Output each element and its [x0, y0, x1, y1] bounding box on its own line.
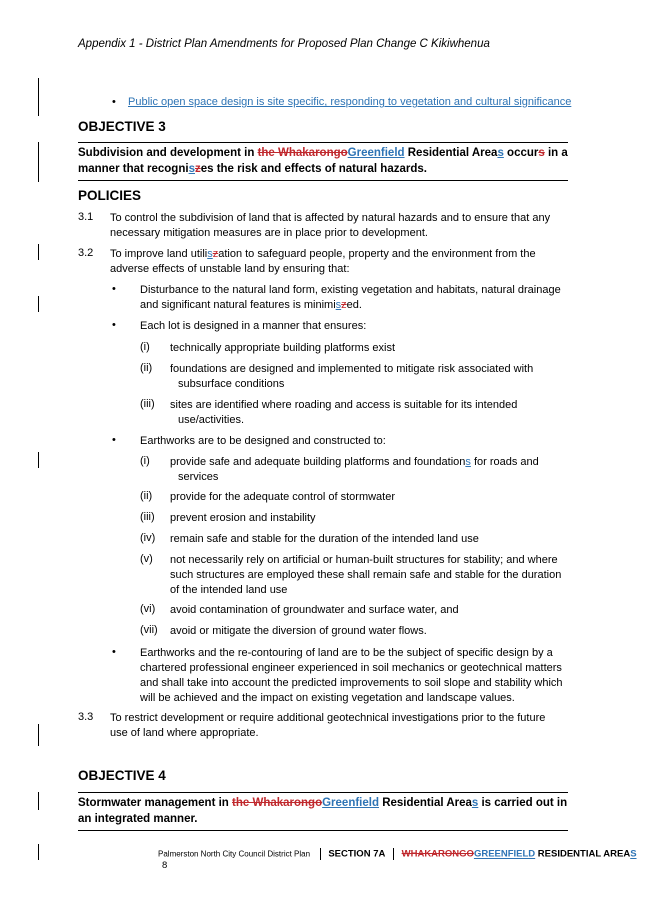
change-bar	[38, 142, 39, 182]
footer	[158, 848, 645, 871]
policy-number: 3.2	[78, 247, 94, 259]
inserted-text: S	[630, 848, 637, 860]
bullet-icon: •	[112, 96, 116, 108]
bullet-3: Earthworks are to be designed and constructed to:	[140, 435, 386, 447]
text: and significant natural features is minimi	[140, 299, 336, 311]
item-number: (v)	[140, 553, 153, 565]
deleted-text: the Whakarongo	[232, 797, 323, 809]
text: provide safe and adequate building platforms and foundation	[170, 456, 466, 468]
page-header: Appendix 1 - District Plan Amendments for Proposed Plan Change C Kikiwhenua	[78, 38, 490, 50]
deleted-text: WHAKARONGO	[401, 848, 474, 860]
text-line: Earthworks and the re-contouring of land are to be the subject of specific design by a	[140, 647, 553, 659]
bullet-4	[140, 646, 565, 706]
text: for roads and	[470, 456, 539, 468]
policy-3-3	[110, 711, 565, 741]
text: is carried out in an integrated manner.	[78, 797, 568, 825]
deleted-text: the Whakarongo	[257, 147, 348, 159]
text: RESIDENTIAL AREA	[535, 848, 631, 860]
inserted-text: Greenfield	[347, 147, 405, 159]
policy-3-1	[110, 211, 565, 241]
text: in a manner that recogni	[78, 147, 568, 175]
change-bar	[38, 844, 39, 860]
text-line: To restrict development or require additional geotechnical investigations prior to the future	[110, 712, 546, 724]
objective-3-heading: OBJECTIVE 3	[78, 119, 166, 134]
text-line: Disturbance to the natural land form, existing vegetation and habitats, natural drainage	[140, 284, 561, 296]
text: subsurface conditions	[178, 378, 285, 390]
footer-separator	[320, 848, 321, 860]
footer-section: SECTION 7A	[328, 848, 386, 860]
item-text: technically appropriate building platforms exist	[170, 342, 396, 354]
text-line: of the intended land use	[170, 584, 288, 596]
text-line: and shall take into account the predicted improvements to soil slope and stability which	[140, 677, 563, 689]
deleted-text: z	[341, 299, 347, 311]
text: Residential Area	[379, 797, 472, 809]
item-text	[170, 362, 565, 392]
footer-section-title	[402, 849, 637, 860]
change-bar	[38, 78, 39, 116]
inserted-text: GREENFIELD	[473, 848, 536, 860]
bullet-icon: •	[112, 319, 116, 331]
inserted-text: s	[207, 248, 213, 260]
inserted-text: s	[335, 299, 342, 311]
text: ation to safeguard people, property and the environment from the	[218, 248, 536, 260]
objective-3-statement	[78, 142, 568, 181]
text-line: will be achieved and the impact on existing vegetation and landscape values.	[140, 692, 515, 704]
item-text	[170, 398, 565, 428]
text-line	[110, 247, 565, 262]
text-line	[140, 298, 565, 313]
item-number: (vii)	[140, 624, 158, 636]
item-text	[170, 455, 565, 485]
change-bar	[38, 296, 39, 312]
item-number: (i)	[140, 455, 150, 467]
policy-number: 3.1	[78, 211, 94, 223]
bullet-icon: •	[112, 646, 116, 658]
item-number: (ii)	[140, 490, 153, 502]
text: Residential Area	[404, 147, 498, 159]
text-line: chartered professional engineer experienced in soil mechanics or geotechnical matters	[140, 662, 562, 674]
change-bar	[38, 792, 39, 810]
inserted-text: s	[497, 147, 504, 159]
objective-4-statement	[78, 792, 568, 831]
policy-number: 3.3	[78, 711, 94, 723]
bullet-1	[140, 283, 565, 313]
inserted-text: Greenfield	[322, 797, 379, 809]
item-number: (iv)	[140, 532, 156, 544]
inserted-text: s	[465, 456, 471, 468]
item-number: (ii)	[140, 362, 153, 374]
deleted-text: z	[194, 163, 201, 175]
text: Subdivision and development in	[78, 147, 258, 159]
item-text: avoid contamination of groundwater and surface water, and	[170, 604, 459, 616]
change-bar	[38, 452, 39, 468]
text: occur	[503, 147, 539, 159]
objective-4-heading: OBJECTIVE 4	[78, 768, 166, 783]
text: use/activities.	[178, 414, 245, 426]
policy-3-2	[110, 247, 565, 277]
text-line: not necessarily rely on artificial or human-built structures for stability; and where	[170, 554, 558, 566]
item-text: avoid or mitigate the diversion of ground water flows.	[170, 625, 427, 637]
text: sites are identified where roading and access is suitable for its intended	[170, 399, 518, 411]
footer-council: Palmerston North City Council District Plan	[158, 849, 311, 859]
text-line: such structures are employed these shall remain safe and stable for the duration	[170, 569, 562, 581]
item-number: (vi)	[140, 603, 156, 615]
text: foundations are designed and implemented to mitigate risk associated with	[170, 363, 534, 375]
page-number: 8	[162, 860, 168, 871]
change-bar	[38, 244, 39, 260]
item-text: prevent erosion and instability	[170, 512, 316, 524]
text-line: necessary mitigation measures are in place prior to development.	[110, 227, 428, 239]
text: Stormwater management in	[78, 797, 233, 809]
inserted-text: s	[471, 797, 479, 809]
text: services	[178, 471, 219, 483]
item-number: (iii)	[140, 511, 155, 523]
text: ed.	[346, 299, 362, 311]
text-line: To control the subdivision of land that is affected by natural hazards and to ensure that any	[110, 212, 551, 224]
item-text: remain safe and stable for the duration of the intended land use	[170, 533, 479, 545]
item-number: (iii)	[140, 398, 155, 410]
text-line: use of land where appropriate.	[110, 727, 259, 739]
footer-separator	[393, 848, 394, 860]
item-text: provide for the adequate control of stormwater	[170, 491, 396, 503]
top-bullet-text: Public open space design is site specific, responding to vegetation and cultural significance	[128, 96, 572, 108]
text-line: adverse effects of unstable land by ensuring that:	[110, 263, 350, 275]
bullet-2: Each lot is designed in a manner that ensures:	[140, 320, 367, 332]
deleted-text: z	[212, 248, 219, 260]
policies-heading: POLICIES	[78, 188, 142, 203]
text: To improve land utili	[110, 248, 208, 260]
item-number: (i)	[140, 341, 150, 353]
bullet-icon: •	[112, 283, 116, 295]
change-bar	[38, 724, 39, 746]
text: es the risk and effects of natural hazards.	[200, 163, 427, 175]
deleted-text: s	[538, 147, 545, 159]
item-text	[170, 553, 565, 598]
bullet-icon: •	[112, 434, 116, 446]
inserted-text: s	[188, 163, 195, 175]
